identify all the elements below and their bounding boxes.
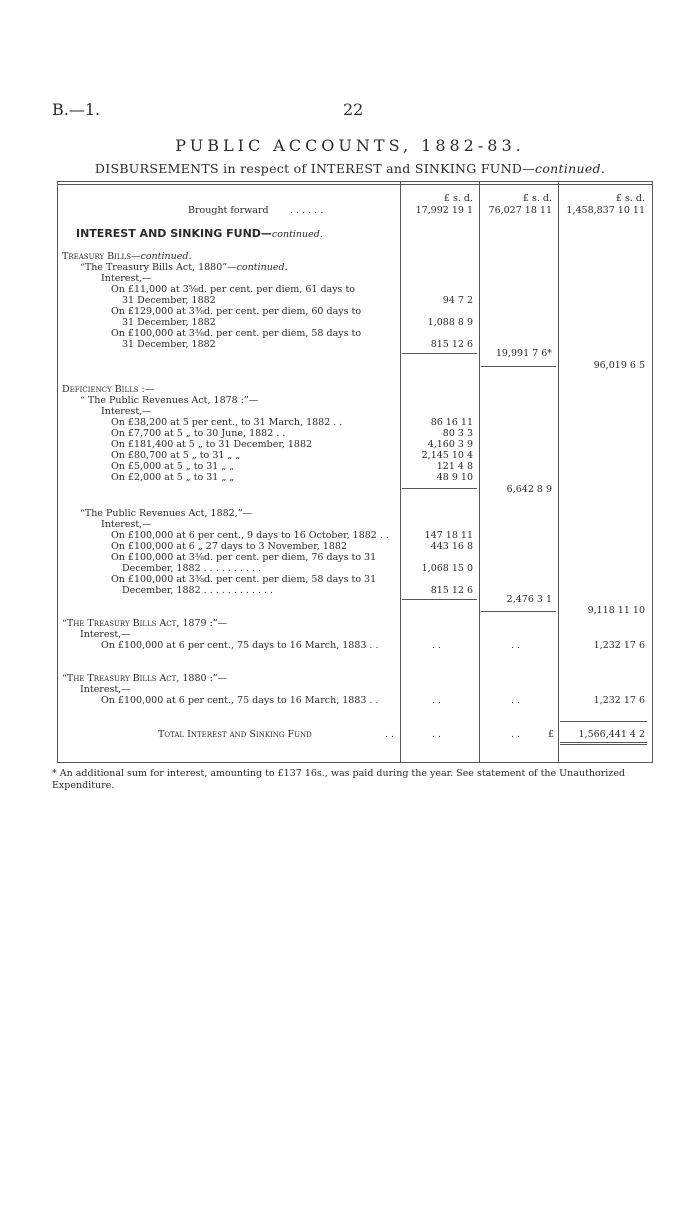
tb1880-line-1b: 31 December, 1882: [122, 295, 216, 306]
def1882-interest-label: Interest,—: [101, 519, 152, 530]
tb-subtotal-rule-col2: [481, 366, 556, 367]
def1882-value-2: 443 16 8: [430, 541, 473, 552]
tb1879-total: 1,232 17 6: [593, 640, 645, 651]
tb1880-value-2: 1,088 8 9: [427, 317, 473, 328]
public-revenues-1878-act: “ The Public Revenues Act, 1878 :”—: [80, 395, 259, 406]
public-revenues-1882-act: “The Public Revenues Act, 1882,”—: [80, 508, 253, 519]
deficiency-bills-heading: Deficiency Bills :—: [62, 384, 155, 395]
def1882-value-3: 1,068 15 0: [421, 563, 473, 574]
def1878-subtotal-rule: [402, 488, 477, 489]
column-divider-2: [479, 181, 480, 763]
tb1879-dots-col1: . .: [432, 640, 442, 651]
tb1880-line-2a: On £129,000 at 3⅜d. per cent. per diem, 60 days to: [111, 306, 362, 317]
def1882-line-4a: On £100,000 at 3⅜d. per cent. per diem, 58 days to 31: [111, 574, 377, 585]
tb1880-line-3a: On £100,000 at 3⅜d. per cent. per diem, 58 days to: [111, 328, 362, 339]
grand-total-dots-col1: . .: [432, 729, 442, 740]
def1878-line-value: 86 16 11: [430, 417, 473, 428]
treasury-bills-total: 96,019 6 5: [593, 360, 645, 371]
tb1880b-interest-label: Interest,—: [80, 684, 131, 695]
def1878-line-text: On £181,400 at 5 „ to 31 December, 1882: [111, 439, 313, 450]
tb1880b-dots-col1: . .: [432, 695, 442, 706]
brought-forward-col3: 1,458,837 10 11: [566, 205, 645, 216]
def1878-line-value: 2,145 10 4: [421, 450, 473, 461]
page-subtitle: DISBURSEMENTS in respect of INTEREST and SINKING FUND—continued.: [94, 161, 606, 176]
document-reference: B.—1.: [52, 100, 101, 119]
tb1880-subtotal: 19,991 7 6*: [495, 348, 552, 359]
brought-forward-dots: . . . . . .: [290, 205, 324, 216]
def1878-line-text: On £38,200 at 5 per cent., to 31 March, 1882 . .: [111, 417, 343, 428]
tb1880b-total: 1,232 17 6: [593, 695, 645, 706]
table-top-rule: [57, 184, 653, 185]
grand-total-dots-col2: . .: [511, 729, 521, 740]
treasury-bills-heading: Treasury Bills—continued.: [62, 251, 192, 262]
page-title: PUBLIC ACCOUNTS, 1882-83.: [175, 136, 525, 155]
def1882-line-3a: On £100,000 at 3⅜d. per cent. per diem, 76 days to 31: [111, 552, 377, 563]
col3-header: £ s. d.: [615, 193, 645, 204]
def1878-interest-label: Interest,—: [101, 406, 152, 417]
brought-forward-label: Brought forward: [188, 205, 269, 216]
def1878-line-value: 80 3 3: [442, 428, 473, 439]
def-subtotal-rule-col2: [481, 611, 556, 612]
tb1880-value-1: 94 7 2: [442, 295, 473, 306]
brought-forward-col2: 76,027 18 11: [488, 205, 552, 216]
def1878-line-text: On £2,000 at 5 „ to 31 „ „: [111, 472, 235, 483]
def1882-value-4: 815 12 6: [430, 585, 473, 596]
brought-forward-col1: 17,992 19 1: [415, 205, 473, 216]
section-title: INTEREST AND SINKING FUND—continued.: [76, 227, 323, 240]
tb1880b-dots-col2: . .: [511, 695, 521, 706]
tb1879-dots-col2: . .: [511, 640, 521, 651]
tb1880-interest-label: Interest,—: [101, 273, 152, 284]
def1878-subtotal: 6,642 8 9: [506, 484, 552, 495]
grand-total-rule: [560, 721, 647, 722]
tb1880-line-2b: 31 December, 1882: [122, 317, 216, 328]
tb1880-value-3: 815 12 6: [430, 339, 473, 350]
def1882-line-2: On £100,000 at 6 „ 27 days to 3 November, 1882: [111, 541, 347, 552]
col1-header: £ s. d.: [443, 193, 473, 204]
treasury-bills-1880-act: “The Treasury Bills Act, 1880”—continued.: [80, 262, 288, 273]
grand-total-currency: £: [548, 729, 555, 740]
col2-header: £ s. d.: [522, 193, 552, 204]
grand-total-dots: . .: [385, 729, 395, 740]
def1878-line-value: 121 4 8: [436, 461, 473, 472]
def1878-line-text: On £5,000 at 5 „ to 31 „ „: [111, 461, 235, 472]
treasury-bills-1880b-act: “The Treasury Bills Act, 1880 :”—: [62, 673, 228, 684]
def1882-value-1: 147 18 11: [424, 530, 473, 541]
tb1880-line-1a: On £11,000 at 3⅝d. per cent. per diem, 61 days to: [111, 284, 355, 295]
tb1879-line: On £100,000 at 6 per cent., 75 days to 16 March, 1883 . .: [101, 640, 379, 651]
treasury-bills-1879-act: “The Treasury Bills Act, 1879 :”—: [62, 618, 228, 629]
def1878-line-value: 48 9 10: [436, 472, 473, 483]
def1878-line-text: On £80,700 at 5 „ to 31 „ „: [111, 450, 241, 461]
tb1879-interest-label: Interest,—: [80, 629, 131, 640]
page-number: 22: [343, 100, 364, 119]
tb1880b-line: On £100,000 at 6 per cent., 75 days to 16 March, 1883 . .: [101, 695, 379, 706]
def1882-subtotal: 2,476 3 1: [506, 594, 552, 605]
tb1880-subtotal-rule: [402, 353, 477, 354]
def1878-line-value: 4,160 3 9: [427, 439, 473, 450]
def1882-line-1: On £100,000 at 6 per cent., 9 days to 16 October, 1882 . .: [111, 530, 389, 541]
deficiency-bills-total: 9,118 11 10: [587, 605, 645, 616]
grand-total-label: Total Interest and Sinking Fund: [158, 729, 312, 740]
def1882-line-3b: December, 1882 . . . . . . . . . .: [122, 563, 262, 574]
def1882-line-4b: December, 1882 . . . . . . . . . . . .: [122, 585, 274, 596]
column-divider-3: [558, 181, 559, 763]
tb1880-line-3b: 31 December, 1882: [122, 339, 216, 350]
grand-total-double-rule: [560, 742, 647, 745]
grand-total-value: 1,566,441 4 2: [578, 729, 645, 740]
def1882-subtotal-rule: [402, 599, 477, 600]
footnote: * An additional sum for interest, amounting to £137 16s., was paid during the year. See statement of the Unauthorized Expenditure.: [52, 768, 626, 791]
def1878-line-text: On £7,700 at 5 „ to 30 June, 1882 . .: [111, 428, 286, 439]
